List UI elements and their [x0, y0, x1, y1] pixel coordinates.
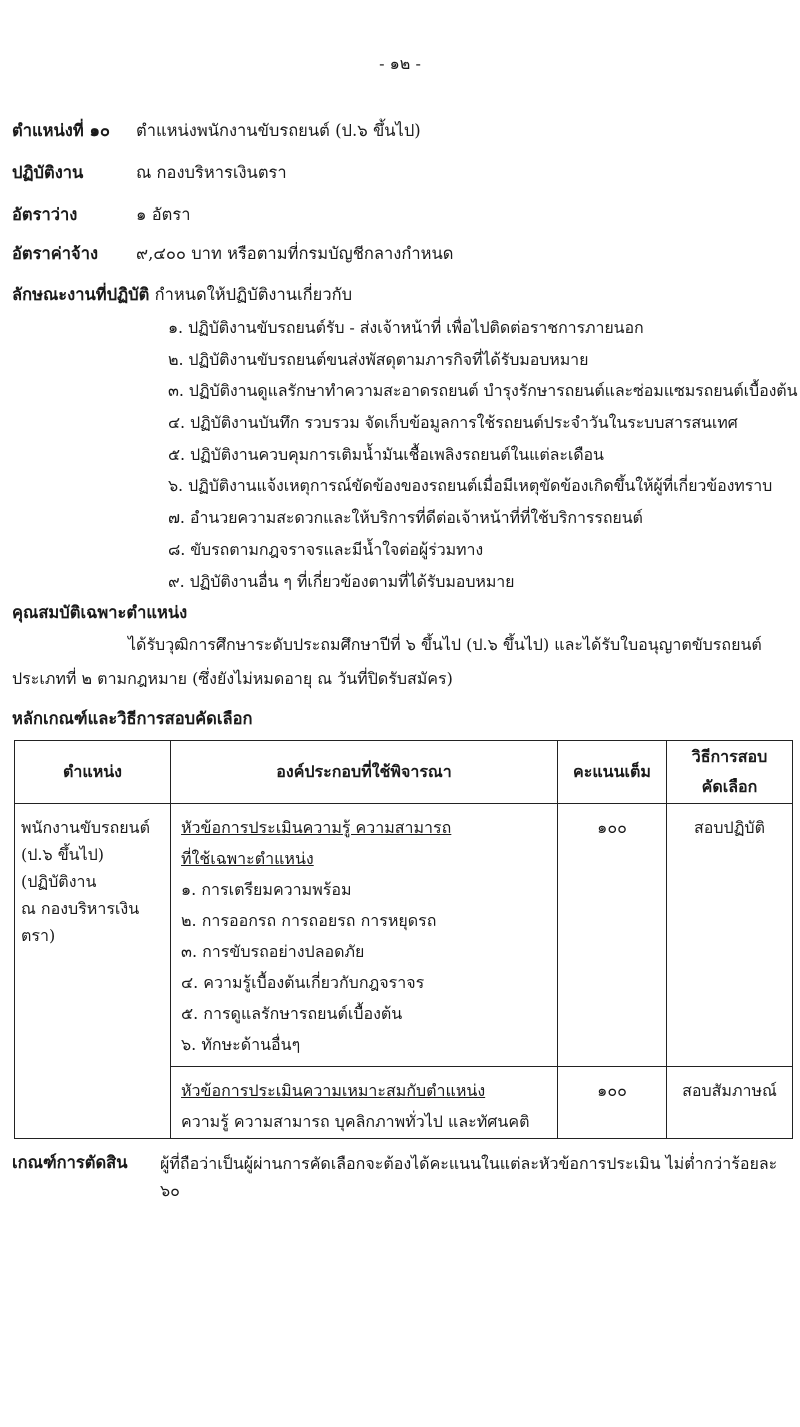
component-text: ความรู้ ความสามารถ บุคลิกภาพทั่วไป และทัศนคติ: [181, 1112, 530, 1131]
duty-item: ๖. ปฏิบัติงานแจ้งเหตุการณ์ขัดข้องของรถยนต์เมื่อมีเหตุขัดข้องเกิดขึ้นให้ผู้ที่เกี่ยวข้องทราบ: [168, 476, 773, 496]
duties-intro: กำหนดให้ปฏิบัติงานเกี่ยวกับ: [154, 285, 353, 304]
header-method-line2: คัดเลือก: [701, 777, 758, 796]
qualification-text: ได้รับวุฒิการศึกษาระดับประถมศึกษาปีที่ ๖ ขึ้นไป (ป.๖ ขึ้นไป) และได้รับใบอนุญาตขับรถยนต์ประเภทที่ ๒ ตามกฎหมาย (ซึ่งยังไม่หมดอายุ ณ วันที่ปิดรับสมัคร): [12, 635, 762, 688]
component-item: ๓. การขับรถอย่างปลอดภัย: [181, 942, 365, 961]
table-row: [15, 804, 793, 1067]
decision-text: ผู้ที่ถือว่าเป็นผู้ผ่านการคัดเลือกจะต้องได้คะแนนในแต่ละหัวข้อการประเมิน ไม่ต่ำกว่าร้อยละ ๖๐: [160, 1154, 778, 1200]
vacancy-row: [12, 202, 191, 228]
duty-item: ๔. ปฏิบัติงานบันทึก รวบรวม จัดเก็บข้อมูลการใช้รถยนต์ประจำวันในระบบสารสนเทศ: [168, 413, 738, 433]
header-score: คะแนนเต็ม: [558, 741, 667, 804]
vacancy-label: อัตราว่าง: [12, 205, 78, 224]
duty-item: ๑. ปฏิบัติงานขับรถยนต์รับ - ส่งเจ้าหน้าที่ เพื่อไปติดต่อราชการภายนอก: [168, 318, 644, 337]
component-title: ที่ใช้เฉพาะตำแหน่ง: [181, 849, 314, 868]
header-method: [667, 741, 793, 804]
score-cell: ๑๐๐: [558, 1067, 667, 1139]
duties-row: [12, 282, 352, 308]
criteria-table: [14, 740, 793, 1139]
duty-item: ๓. ปฏิบัติงานดูแลรักษาทำความสะอาดรถยนต์ บำรุงรักษารถยนต์และซ่อมแซมรถยนต์เบื้องต้น: [168, 381, 798, 401]
vacancy-value: ๑ อัตรา: [136, 205, 191, 224]
criteria-heading: หลักเกณฑ์และวิธีการสอบคัดเลือก: [12, 709, 253, 728]
duty-item: ๘. ขับรถตามกฎจราจรและมีน้ำใจต่อผู้ร่วมทาง: [168, 539, 484, 559]
qualification-heading: คุณสมบัติเฉพาะตำแหน่ง: [12, 603, 188, 622]
method-cell: สอบปฏิบัติ: [667, 804, 793, 1067]
table-header-row: [15, 741, 793, 804]
workplace-row: [12, 160, 287, 186]
wage-row: [12, 241, 454, 267]
duty-item: ๙. ปฏิบัติงานอื่น ๆ ที่เกี่ยวข้องตามที่ได้รับมอบหมาย: [168, 571, 515, 591]
component-item: ๕. การดูแลรักษารถยนต์เบื้องต้น: [181, 1004, 403, 1023]
component-item: ๔. ความรู้เบื้องต้นเกี่ยวกับกฎจราจร: [181, 973, 425, 992]
method-cell: สอบสัมภาษณ์: [667, 1067, 793, 1139]
component-title: หัวข้อการประเมินความรู้ ความสามารถ: [181, 818, 452, 837]
position-cell: [15, 804, 171, 1139]
components-cell: [171, 804, 558, 1067]
score-cell: ๑๐๐: [558, 804, 667, 1067]
duty-item: ๗. อำนวยความสะดวกและให้บริการที่ดีต่อเจ้าหน้าที่ที่ใช้บริการรถยนต์: [168, 508, 643, 528]
position-value: ตำแหน่งพนักงานขับรถยนต์ (ป.๖ ขึ้นไป): [136, 121, 421, 140]
header-method-line1: วิธีการสอบ: [691, 747, 768, 766]
wage-label: อัตราค่าจ้าง: [12, 244, 99, 263]
decision-label: เกณฑ์การตัดสิน: [12, 1153, 128, 1172]
duty-item: ๕. ปฏิบัติงานควบคุมการเติมน้ำมันเชื้อเพลิงรถยนต์ในแต่ละเดือน: [168, 444, 604, 464]
component-item: ๑. การเตรียมความพร้อม: [181, 880, 352, 899]
position-label: ตำแหน่งที่ ๑๐: [12, 121, 110, 140]
position-line: (ปฏิบัติงาน: [21, 872, 97, 891]
component-title: หัวข้อการประเมินความเหมาะสมกับตำแหน่ง: [181, 1081, 486, 1100]
decision-row: [12, 1150, 128, 1176]
position-line: ณ กองบริหารเงินตรา): [21, 899, 140, 945]
component-item: ๖. ทักษะด้านอื่นๆ: [181, 1035, 301, 1054]
workplace-value: ณ กองบริหารเงินตรา: [136, 163, 287, 182]
header-position: ตำแหน่ง: [15, 741, 171, 804]
duty-item: ๒. ปฏิบัติงานขับรถยนต์ขนส่งพัสดุตามภารกิจที่ได้รับมอบหมาย: [168, 349, 589, 369]
duties-label: ลักษณะงานที่ปฏิบัติ: [12, 285, 150, 304]
wage-value: ๙,๔๐๐ บาท หรือตามที่กรมบัญชีกลางกำหนด: [136, 244, 454, 263]
header-components: องค์ประกอบที่ใช้พิจารณา: [171, 741, 558, 804]
component-item: ๒. การออกรถ การถอยรถ การหยุดรถ: [181, 911, 437, 930]
duties-list: [168, 312, 797, 597]
position-row: [12, 118, 421, 144]
position-line: พนักงานขับรถยนต์: [21, 818, 150, 837]
position-line: (ป.๖ ขึ้นไป): [21, 845, 105, 864]
components-cell: [171, 1067, 558, 1139]
page-number: - ๑๒ -: [379, 54, 421, 73]
workplace-label: ปฏิบัติงาน: [12, 163, 84, 182]
